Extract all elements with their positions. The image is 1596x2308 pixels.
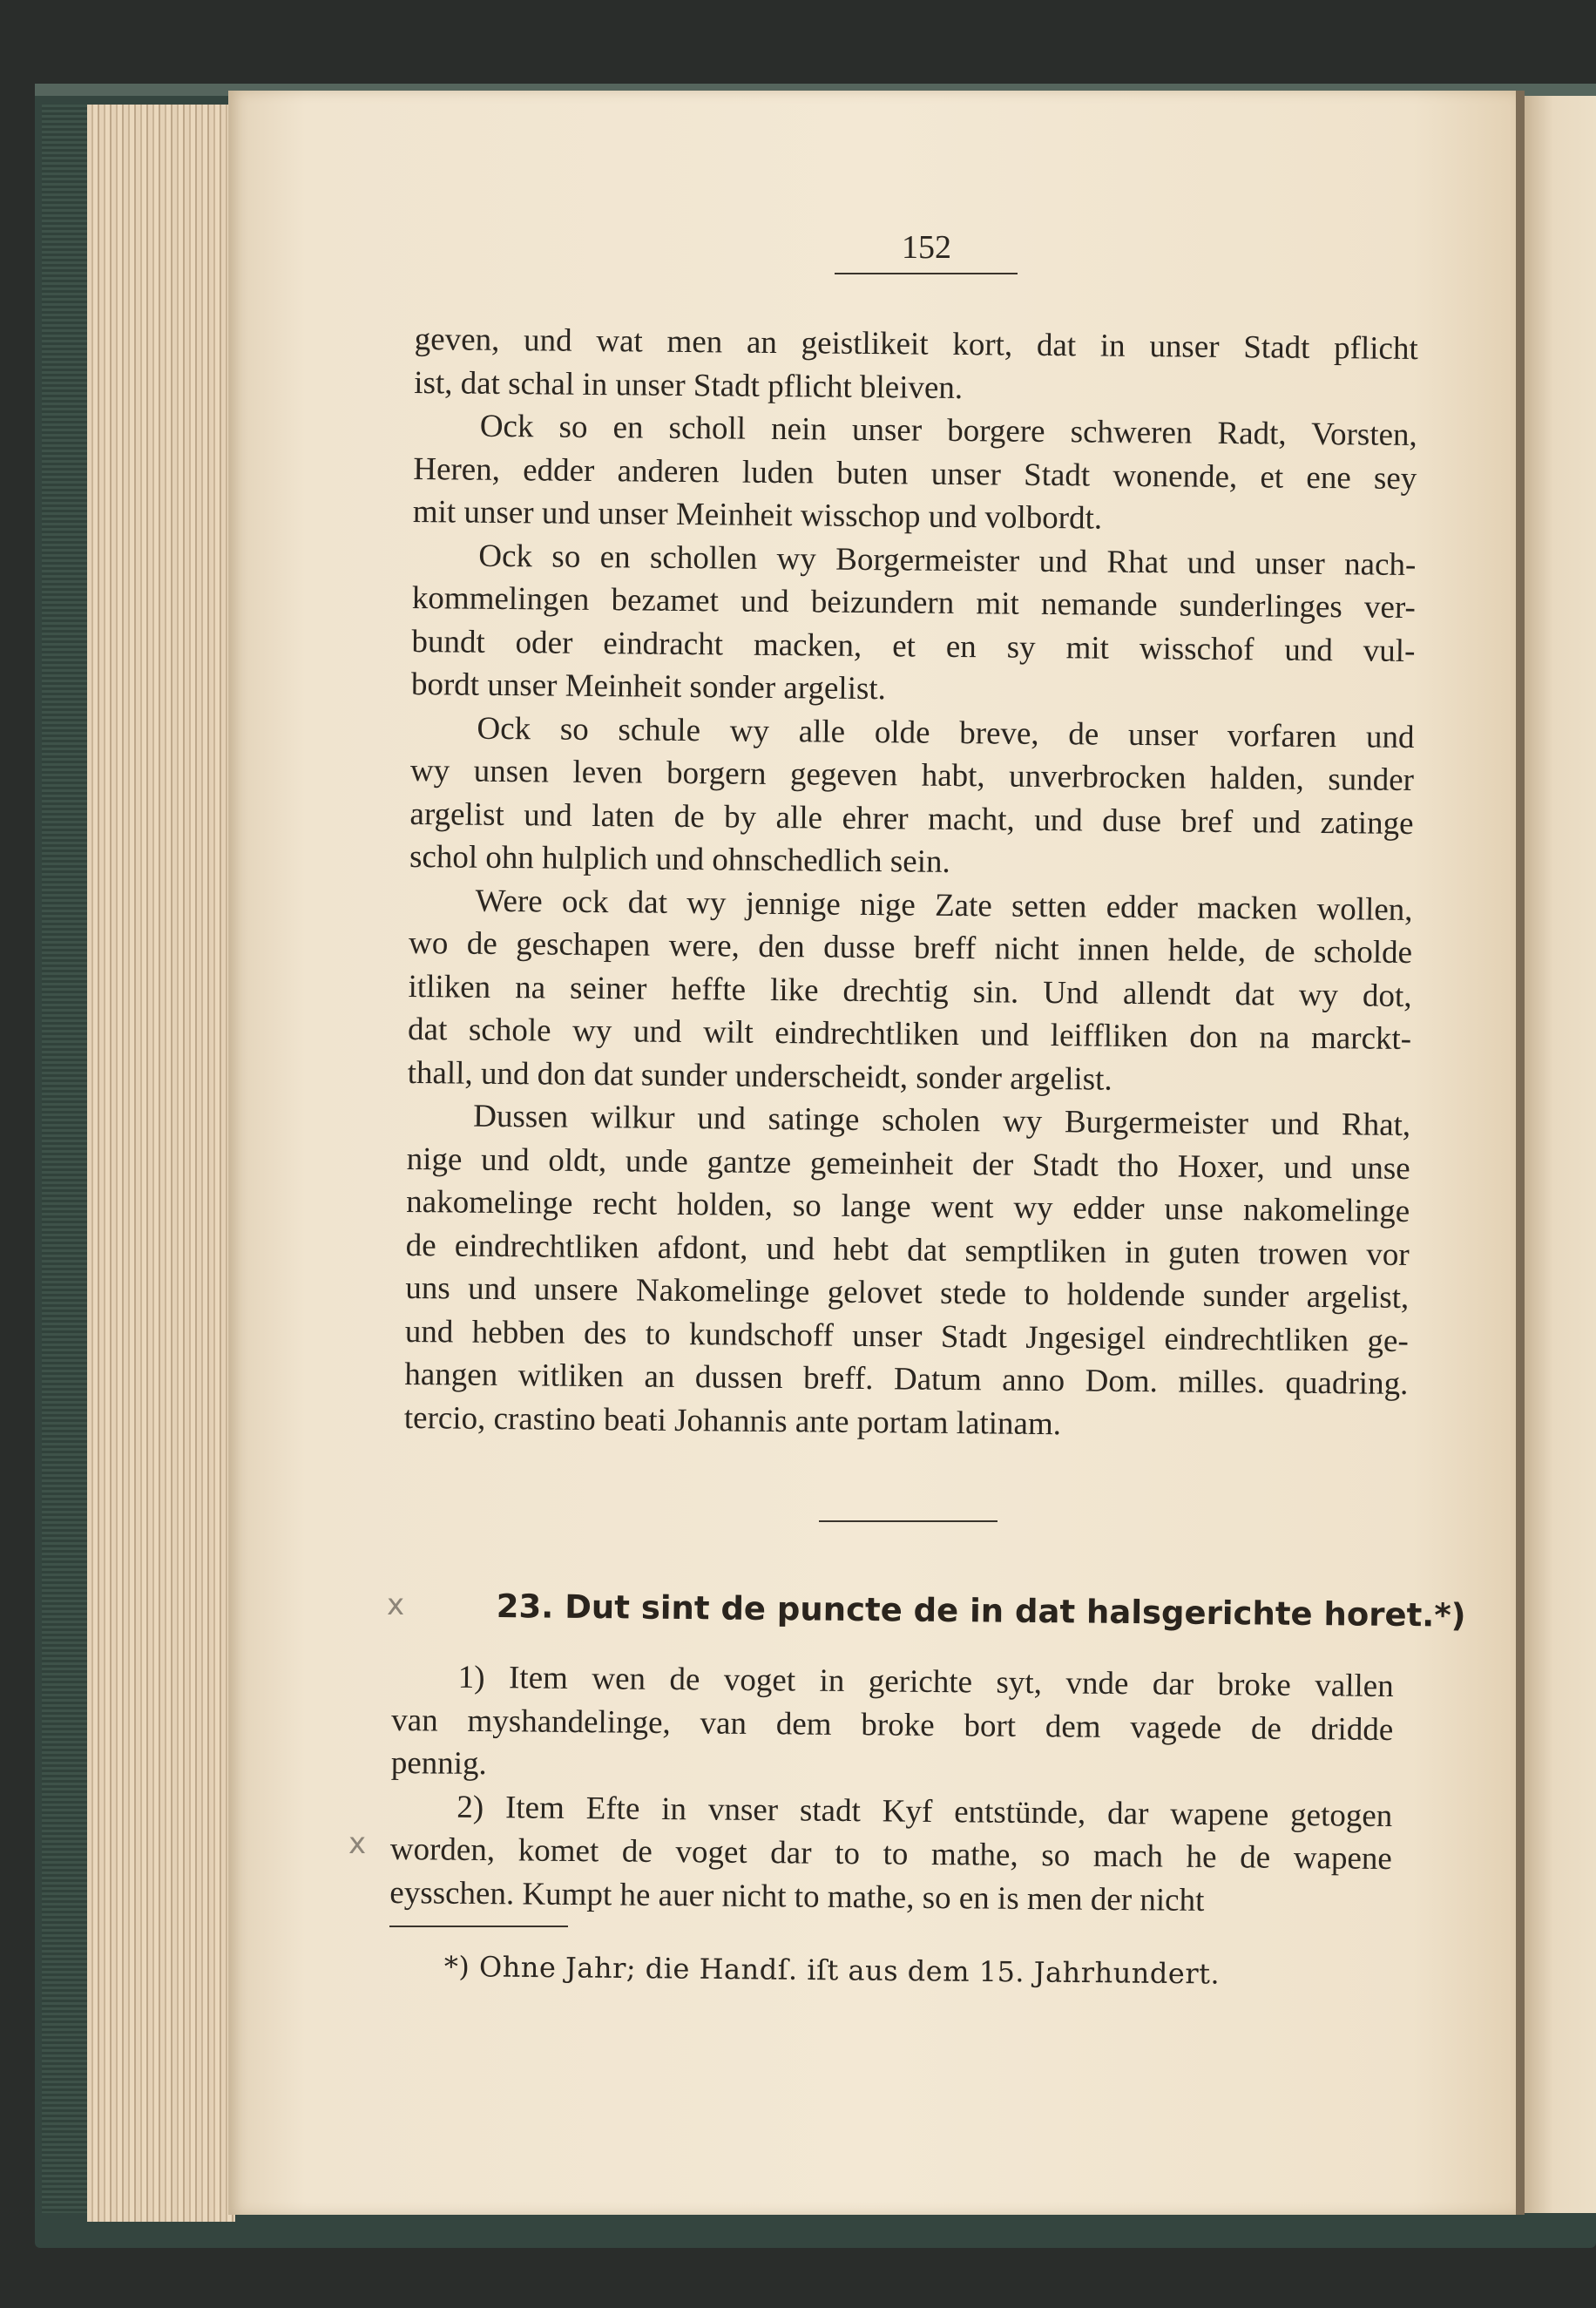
next-page-edge <box>1525 96 1596 2213</box>
paragraph <box>413 404 1417 544</box>
footnote-rule <box>389 1926 568 1927</box>
text-line: geven, und wat men an geistlikeit kort, dat in unser Stadt pflicht <box>414 321 1418 368</box>
page-stack-edges <box>87 105 235 2222</box>
text-line: Were ock dat wy jennige nige Zate setten edder macken wollen, <box>475 883 1413 928</box>
page-number-rule <box>835 273 1018 274</box>
text-line: kommelingen bezamet und beizundern mit nemande sunderlinges ver- <box>411 579 1417 626</box>
text-line: bordt unser Meinheit sonder argelist. <box>410 666 887 707</box>
margin-mark: x <box>348 1826 367 1861</box>
text-line: und hebben des to kundschoff unser Stadt Jngesigel eindrechtliken ge- <box>404 1313 1409 1359</box>
paragraph <box>389 1784 1392 1924</box>
text-line: argelist und laten de by alle ehrer macht, und duse bref und zatinge <box>409 795 1414 842</box>
paragraph <box>414 318 1418 414</box>
body-text-lower <box>389 1655 1394 1924</box>
paragraph <box>407 878 1412 1104</box>
text-line: tercio, crastino beati Johannis ante portam latinam. <box>403 1399 1062 1442</box>
text-line: hangen witliken an dussen breff. Datum anno Dom. milles. quadring. <box>404 1356 1409 1403</box>
text-line: wo de geschapen were, den dusse breff nicht innen helde, de scholde <box>408 924 1413 971</box>
text-line: 1) Item wen de voget in gerichte syt, vnde dar broke vallen <box>457 1659 1394 1705</box>
text-line: nakomelinge recht holden, so lange went wy edder unse nakomelinge <box>406 1183 1410 1230</box>
text-line: de eindrechtliken afdont, und hebt dat semptliken in guten trowen vor <box>405 1227 1410 1273</box>
binding-cloth <box>42 105 94 2213</box>
text-line: eysschen. Kumpt he auer nicht to mathe, so en is men der nicht <box>389 1874 1205 1919</box>
text-line: Ock so en scholl nein unser borgere schweren Radt, Vorsten, <box>479 408 1417 454</box>
paragraph <box>409 706 1415 888</box>
text-line: uns und unsere Nakomelinge gelovet stede to holdende sunder argelist, <box>405 1269 1410 1316</box>
text-line: Ock so en schollen wy Borgermeister und Rhat und unser nach- <box>478 538 1417 583</box>
page-number: 152 <box>902 229 951 266</box>
text-line: itliken na seiner heffte like drechtig sin. Und allendt dat wy dot, <box>408 968 1412 1014</box>
text-line: wy unsen leven borgern gegeven habt, unverbrocken halden, sunder <box>409 752 1415 799</box>
paragraph <box>404 1094 1411 1449</box>
text-line: dat schole wy und wilt eindrechtliken und leiffliken don na marckt- <box>407 1011 1412 1058</box>
gutter-shadow <box>1516 91 1525 2215</box>
section-heading: 23. Dut sint de puncte de in dat halsgerichte horet.*) <box>496 1587 1466 1635</box>
text-line: nige und oldt, unde gantze gemeinheit der Stadt tho Hoxer, und unse <box>406 1140 1410 1187</box>
text-line: schol ohn hulplich und ohnschedlich sein. <box>409 838 950 880</box>
text-line: ist, dat schal in unser Stadt pflicht bleiven. <box>414 364 964 406</box>
text-line: worden, komet de voget dar to to mathe, so mach he de wapene <box>389 1831 1393 1878</box>
text-line: thall, und don dat sunder underscheidt, sonder argelist. <box>407 1054 1112 1098</box>
text-line: mit unser und unser Meinheit wisschop und volbordt. <box>412 493 1103 537</box>
text-line: Heren, edder anderen luden buten unser Stadt wonende, et ene sey <box>413 450 1417 497</box>
text-line: 2) Item Efte in vnser stadt Kyf entstünde, dar wapene getogen <box>456 1789 1393 1834</box>
section-separator <box>819 1520 998 1522</box>
body-text-upper <box>404 318 1418 1449</box>
text-line: van myshandelinge, van dem broke bort dem vagede de dridde <box>391 1702 1394 1748</box>
margin-mark: x <box>387 1587 405 1622</box>
text-line: Ock so schule wy alle olde breve, de unser vorfaren und <box>477 710 1415 755</box>
text-line: Dussen wilkur und satinge scholen wy Burgermeister und Rhat, <box>473 1098 1411 1144</box>
footnote: *) Ohne Jahr; die Handſ. iſt aus dem 15. Jahrhundert. <box>443 1950 1221 1991</box>
paragraph <box>391 1655 1394 1795</box>
paragraph <box>411 533 1417 715</box>
text-line: bundt oder eindracht macken, et en sy mit wisschof und vul- <box>411 623 1416 669</box>
text-line: pennig. <box>390 1744 487 1783</box>
